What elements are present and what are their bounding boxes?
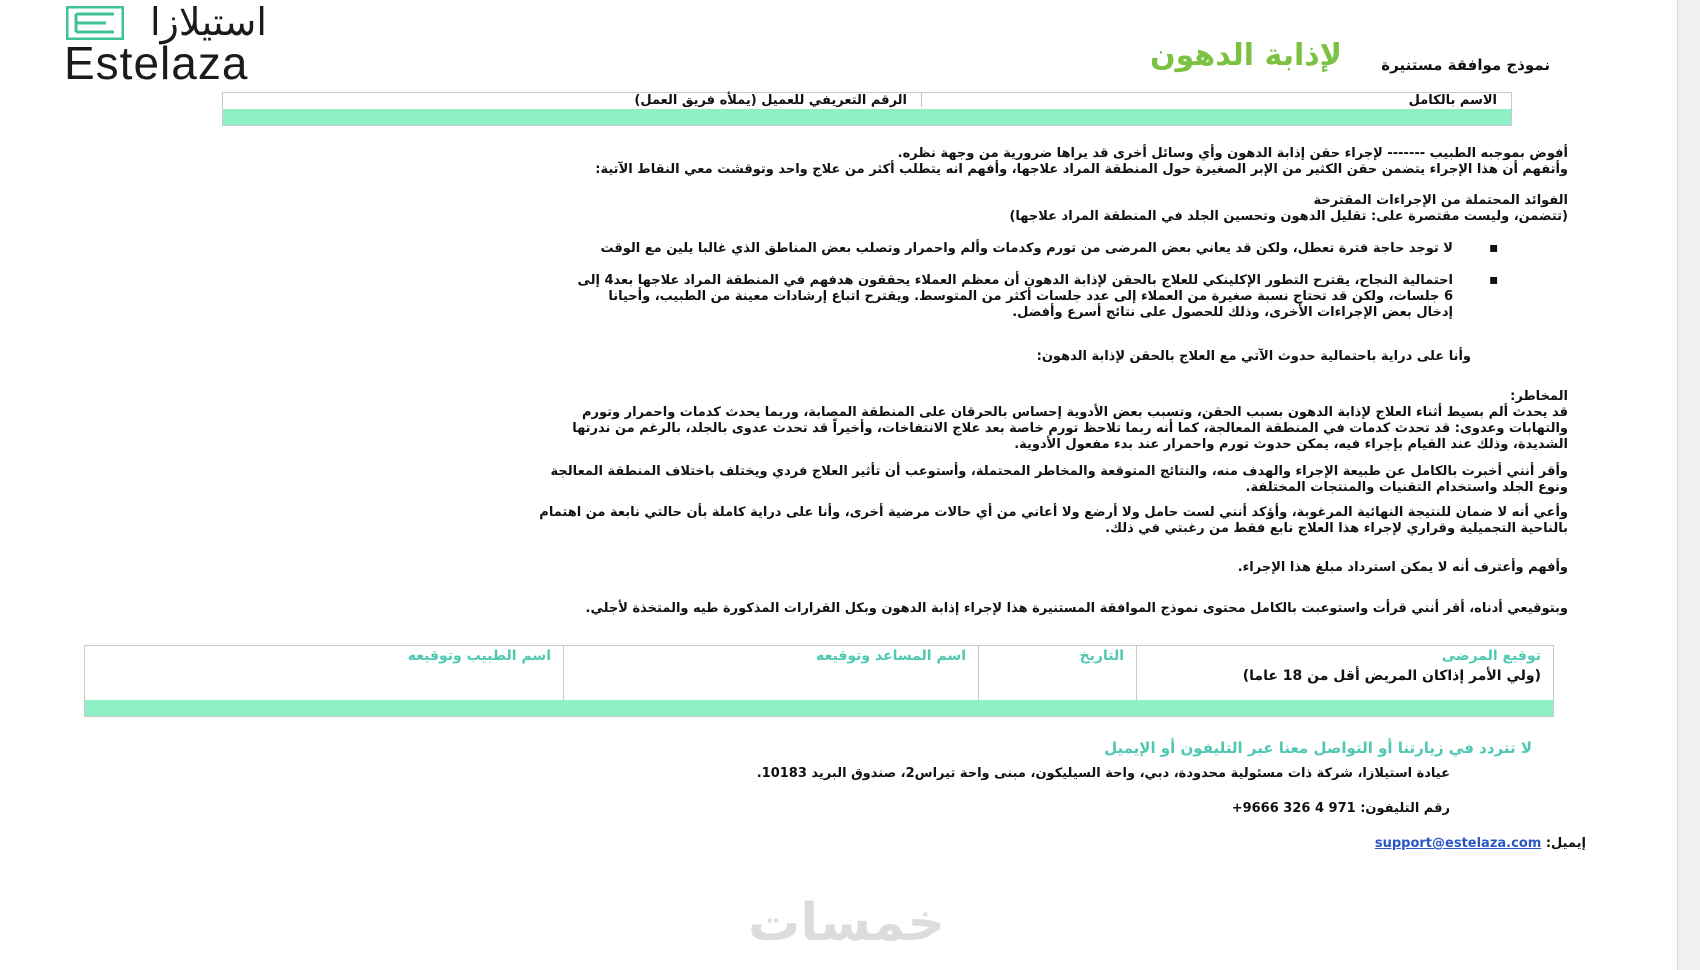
phone-line	[1232, 801, 1450, 816]
benefit-item-2-line-1: احتمالية النجاح، يقترح التطور الإكلينكي للعلاج بالحقن لإذابة الدهون أن معظم العملاء يحققون هدفهم في المنطقة المراد علاجها بعد4 إلى	[577, 273, 1453, 288]
email-line	[1375, 836, 1586, 851]
risks-line-2: والتهابات وعدوى: قد تحدث كدمات في المنطقة المعالجة، كما أنه ربما تلاحظ تورم خاصة بعد علاج الانتفاخات، وأخيراً قد تحدث عدوى بالجلد، بالرغم من ندرتها	[572, 421, 1568, 436]
patient-signature-cell[interactable]	[1136, 646, 1553, 700]
page-scroll-edge[interactable]	[1677, 0, 1700, 970]
doctor-label: اسم الطبيب وتوقيعه	[407, 648, 551, 664]
assistant-label: اسم المساعد وتوقيعه	[816, 648, 966, 664]
signature-fill-row	[85, 700, 1553, 716]
contact-cta: لا تتردد في زيارتنا أو التواصل معنا عبر التليفون أو الإيميل	[1104, 739, 1532, 757]
phone-number[interactable]: +9666 326 4 971	[1231, 801, 1356, 816]
guardian-note: (ولي الأمر إذاكان المريض أقل من 18 عاما)	[1242, 668, 1541, 684]
client-id-input-row[interactable]	[223, 109, 1511, 125]
email-label: إيميل:	[1545, 836, 1586, 851]
doctor-cell[interactable]	[85, 646, 563, 700]
phone-label: رقم التليفون:	[1360, 801, 1450, 816]
signature-table	[84, 645, 1554, 717]
bullet-icon: ▪	[1489, 240, 1499, 256]
risks-line-1: قد يحدث ألم بسيط أثناء العلاج لإذابة الدهون بسبب الحقن، وتسبب بعض الأدوية إحساس بالحرقان على المنطقة المصابة، وربما يحدث كدمات واحمرار وتورم	[581, 405, 1568, 420]
risks-line-3: الشديدة، وذلك عند القيام بإجراء فيه، يمكن حدوث تورم واحمرار عند بدء مفعول الأدوية.	[1014, 437, 1568, 452]
consent-p2-line-1: وأعي أنه لا ضمان للنتيجة النهائية المرغوبة، وأؤكد أنني لست حامل ولا أرضع ولا أعاني من أي حالات مرضية أخرى، وأنا على دراية كاملة بأن حالتي نابعة من اهتمام	[539, 505, 1568, 520]
procedure-title: لإذابة الدهون	[1149, 38, 1342, 73]
benefit-item-1: لا توجد حاجة فترة تعطل، ولكن قد يعاني بعض المرضى من تورم وكدمات وألم واحمرار وتصلب بعض المناطق الذي غالبا يلين مع الوقت	[600, 241, 1453, 256]
refund-statement: وأفهم وأعترف أنه لا يمكن استرداد مبلغ هذا الإجراء.	[1237, 560, 1568, 575]
benefit-item-2-line-3: إدخال بعض الإجراءات الأخرى، وذلك للحصول على نتائج أسرع وأفضل.	[1012, 305, 1453, 320]
risks-heading: المخاطر:	[1510, 389, 1568, 404]
logo-latin: Estelaza	[64, 37, 249, 89]
estelaza-logo-mark	[66, 6, 124, 40]
assistant-cell[interactable]	[563, 646, 978, 700]
intro-line-1: أفوض بموجبه الطبيب ------- لإجراء حقن إذابة الدهون وأي وسائل أخرى قد يراها ضرورية من وجهة نظره.	[897, 146, 1568, 161]
clinic-address: عيادة استيلازا، شركة ذات مسئولية محدودة، دبي، واحة السيليكون، مبنى واحة تيراس2، صندوق البريد 10183.	[756, 766, 1450, 781]
benefit-item-2-line-2: 6 جلسات، ولكن قد تحتاج نسبة صغيرة من العملاء إلى عدد جلسات أكثر من المتوسط. ويقترح اتباع إرشادات معينة من الطبيب، وأحيانا	[608, 289, 1453, 304]
client-id-label: الرقم التعريفي للعميل (يملأه فريق العمل)	[634, 93, 907, 108]
logo-arabic: استيلازا	[150, 0, 267, 44]
benefits-heading: الفوائد المحتملة من الإجراءات المقترحة	[1313, 193, 1568, 208]
form-title: نموذج موافقة مستنيرة	[1381, 56, 1550, 74]
bullet-icon: ▪	[1489, 272, 1499, 288]
intro-line-2: وأتفهم أن هذا الإجراء يتضمن حقن الكثير من الإبر الصغيرة حول المنطقة المراد علاجها، وأفهم انه يتطلب أكثر من علاج واحد وتوقشت معي النقاط الآتية:	[595, 162, 1568, 177]
consent-p2-line-2: بالناحية التجميلية وقراري لإجراء هذا العلاج نابع فقط من رغبتي في ذلك.	[1105, 521, 1568, 536]
date-cell[interactable]	[978, 646, 1136, 700]
signature-statement: وبتوقيعي أدناه، أقر أنني قرأت واستوعبت بالكامل محتوى نموذج الموافقة المستنيرة هذا لإجراء إذابة الدهون وبكل القرارات المذكورة طيه والمتخذة لأجلي.	[585, 601, 1568, 616]
awareness-statement: وأنا على دراية باحتمالية حدوث الآتي مع العلاج بالحقن لإذابة الدهون:	[1036, 349, 1471, 364]
khamsat-watermark: خمسات	[748, 893, 946, 953]
benefits-subheading: (تتضمن، وليست مقتصرة على: تقليل الدهون وتحسين الجلد في المنطقة المراد علاجها)	[1009, 209, 1568, 224]
patient-signature-label: توقيع المرضى	[1441, 648, 1541, 664]
date-label: التاريخ	[1079, 648, 1124, 664]
email-link[interactable]: support@estelaza.com	[1374, 836, 1542, 851]
consent-p1-line-1: وأقر أنني أخبرت بالكامل عن طبيعة الإجراء والهدف منه، والنتائج المتوقعة والمخاطر المحتملة، وأستوعب أن تأثير العلاج فردي ويختلف باختلاف المنطقة المعالجة	[550, 464, 1568, 479]
consent-p1-line-2: ونوع الجلد واستخدام التقنيات والمنتجات المختلفة.	[1245, 480, 1568, 495]
client-id-table	[222, 92, 1512, 126]
full-name-label: الاسم بالكامل	[921, 93, 1511, 107]
